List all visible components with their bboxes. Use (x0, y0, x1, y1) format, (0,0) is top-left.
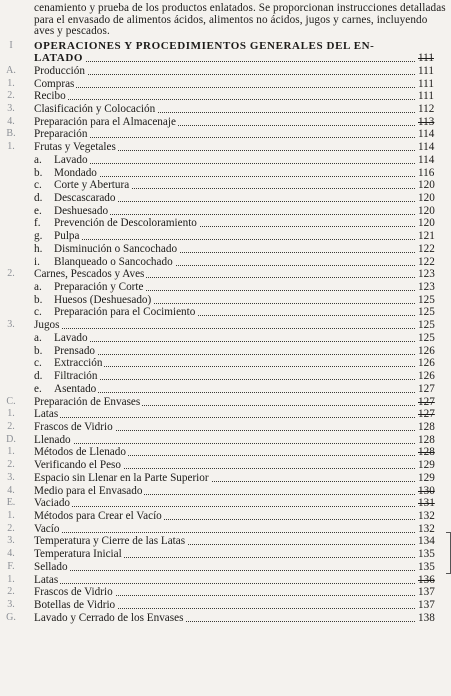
entry-label: Producción (34, 64, 85, 77)
subentry-label: g. Pulpa (34, 230, 80, 243)
page-number: 127 (418, 383, 446, 395)
toc-entry (0, 396, 451, 408)
toc-heading-line2 (0, 52, 451, 64)
entry-marker: 3. (7, 599, 15, 611)
toc-entry (0, 408, 451, 420)
toc-entry (0, 446, 451, 458)
entry-label: Verificando el Peso (34, 459, 121, 472)
page-number: 137 (418, 586, 446, 598)
entry-marker: 2. (7, 420, 15, 432)
entry-label: Métodos de Llenado (34, 446, 126, 459)
page-number: 122 (418, 243, 446, 255)
entry-label: Frutas y Vegetales (34, 141, 116, 154)
entry-marker: D. (6, 433, 16, 445)
subentry-label: c. Extracción (34, 357, 103, 370)
page-number: 120 (418, 192, 446, 204)
entry-label: Lavado y Cerrado de los Envases (34, 611, 184, 624)
entry-label: Carnes, Pescados y Aves (34, 268, 145, 281)
entry-label: Medio para el Envasado (34, 484, 143, 497)
toc-entry (0, 434, 451, 446)
toc-entry (0, 294, 451, 306)
entry-marker: F. (7, 560, 15, 572)
toc-entry (0, 192, 451, 204)
subentry-label: b. Huesos (Deshuesado) (34, 293, 152, 306)
entry-marker: 2. (7, 268, 15, 280)
toc-entry (0, 485, 451, 497)
toc-entry (0, 154, 451, 166)
toc-entry (0, 217, 451, 229)
entry-marker: 3. (7, 535, 15, 547)
entry-marker: A. (6, 64, 16, 76)
entry-marker: 2. (7, 90, 15, 102)
toc-entry (0, 78, 451, 90)
toc-entry (0, 535, 451, 547)
section-heading: OPERACIONES Y PROCEDIMIENTOS GENERALES DEL EN- (34, 40, 375, 52)
entry-marker: 1. (7, 446, 15, 458)
page-number: 114 (418, 128, 446, 140)
page-number: 121 (418, 230, 446, 242)
toc-entry (0, 243, 451, 255)
subentry-label: e. Deshuesado (34, 204, 109, 217)
entry-label: Métodos para Crear el Vacío (34, 510, 162, 522)
page-number: 129 (418, 472, 446, 484)
page-number: 116 (418, 167, 446, 179)
entry-label: Espacio sin Llenar en la Parte Superior (34, 471, 209, 484)
entry-marker: 4. (7, 115, 15, 127)
entry-marker: 3. (7, 471, 15, 483)
entry-marker: 2. (7, 459, 15, 471)
entry-marker: E. (6, 497, 16, 509)
dot-leader (54, 332, 415, 342)
intro-paragraph: cenamiento y prueba de los productos enlatados. Se proporcionan instrucciones detalladas para el envasado de alimentos ácidos, alimentos no ácidos, jugos y carnes, incluyendo aves y pescados. (34, 2, 446, 38)
toc-entry (0, 281, 451, 293)
toc-entry (0, 497, 451, 509)
page-number: 135 (418, 548, 446, 560)
subentry-label: c. Preparación para el Cocimiento (34, 306, 196, 319)
page-number: 120 (418, 217, 446, 229)
page-number: 134 (418, 535, 446, 547)
page-number: 125 (418, 319, 446, 331)
toc-entry (0, 90, 451, 102)
toc-entry (0, 421, 451, 433)
page-number: 135 (418, 561, 446, 573)
entry-label: Jugos (34, 319, 60, 332)
toc-entry (0, 205, 451, 217)
entry-label: Frascos de Vidrio (34, 420, 113, 433)
toc-entry (0, 586, 451, 598)
page-number: 131 (418, 497, 446, 509)
toc-entry (0, 306, 451, 318)
entry-label: Clasificación y Colocación (34, 102, 156, 115)
page-number: 130 (418, 485, 446, 497)
subentry-label: b. Mondado (34, 166, 97, 179)
entry-marker: 1. (7, 141, 15, 153)
entry-marker: 2. (7, 586, 15, 598)
dot-leader (54, 370, 415, 380)
page-number: 125 (418, 332, 446, 344)
subentry-label: c. Corte y Abertura (34, 179, 130, 192)
dot-leader (54, 561, 415, 571)
dot-leader (54, 345, 415, 355)
entry-label: Llenado (34, 433, 71, 446)
dot-leader (54, 65, 415, 75)
entry-marker: 4. (7, 484, 15, 496)
page-number: 126 (418, 345, 446, 357)
entry-label: Temperatura Inicial (34, 548, 122, 561)
dot-leader (54, 357, 415, 367)
dot-leader (54, 497, 415, 507)
toc-entry (0, 357, 451, 369)
subentry-label: e. Asentado (34, 382, 97, 395)
section-heading-cont: LATADO (34, 52, 84, 65)
subentry-label: b. Prensado (34, 344, 96, 357)
page-number: 132 (418, 510, 446, 522)
page-number: 126 (418, 357, 446, 369)
subentry-label: d. Filtración (34, 370, 98, 383)
page-number: 111 (418, 65, 446, 77)
page-number: 120 (418, 205, 446, 217)
subentry-label: h. Disminución o Sancochado (34, 242, 178, 255)
page-number: 123 (418, 281, 446, 293)
page-number: 132 (418, 523, 446, 535)
page-number: 138 (418, 612, 446, 624)
entry-marker: 3. (7, 319, 15, 331)
page-number: 123 (418, 268, 446, 280)
dot-leader (54, 90, 415, 100)
dot-leader (54, 78, 415, 88)
dot-leader (54, 434, 415, 444)
page-number: 128 (418, 446, 446, 458)
page-number: 125 (418, 306, 446, 318)
subentry-label: a. Preparación y Corte (34, 281, 144, 294)
page-number: 112 (418, 103, 446, 115)
dot-leader (54, 154, 415, 164)
entry-marker: B. (6, 128, 16, 140)
entry-label: Latas (34, 573, 59, 586)
dot-leader (54, 574, 415, 584)
dot-leader (54, 230, 415, 240)
entry-marker: 1. (7, 77, 15, 89)
toc-entry (0, 179, 451, 191)
page-number: 122 (418, 256, 446, 268)
dot-leader (54, 408, 415, 418)
subentry-label: a. Lavado (34, 331, 88, 344)
toc-entry (0, 256, 451, 268)
toc-entry (0, 128, 451, 140)
entry-label: Preparación de Envases (34, 395, 141, 408)
toc-entry (0, 383, 451, 395)
entry-marker: 2. (7, 522, 15, 534)
entry-marker: G. (6, 611, 16, 623)
entry-marker: C. (6, 395, 16, 407)
subentry-label: f. Prevención de Descoloramiento (34, 217, 197, 230)
page-number: 137 (418, 599, 446, 611)
page-number: 111 (418, 52, 446, 64)
toc-entry (0, 574, 451, 586)
toc-entry (0, 599, 451, 611)
entry-marker: 1. (7, 510, 15, 521)
entry-label: Temperatura y Cierre de las Latas (34, 535, 186, 548)
page-number: 120 (418, 179, 446, 191)
entry-label: Botellas de Vidrio (34, 599, 116, 612)
dot-leader (54, 383, 415, 393)
toc-entry (0, 230, 451, 242)
dot-leader (54, 167, 415, 177)
toc-entry (0, 510, 451, 522)
section-marker: I (9, 40, 13, 51)
toc-entry (0, 612, 451, 624)
page-number: 111 (418, 78, 446, 90)
entry-label: Preparación para el Almacenaje (34, 115, 176, 128)
entry-label: Compras (34, 77, 75, 90)
toc-entry (0, 523, 451, 535)
toc-entry (0, 141, 451, 153)
toc-entry (0, 345, 451, 357)
toc-entry (0, 332, 451, 344)
toc-entry (0, 472, 451, 484)
toc-entry (0, 65, 451, 77)
page-number: 127 (418, 396, 446, 408)
page-number: 128 (418, 421, 446, 433)
page-number: 128 (418, 434, 446, 446)
toc-entry (0, 116, 451, 128)
dot-leader (54, 319, 415, 329)
entry-marker: 3. (7, 102, 15, 114)
page-number: 127 (418, 408, 446, 420)
page-number: 126 (418, 370, 446, 382)
toc-entry (0, 167, 451, 179)
dot-leader (54, 128, 415, 138)
page-number: 113 (418, 116, 446, 128)
entry-label: Vaciado (34, 497, 71, 510)
page-number: 129 (418, 459, 446, 471)
entry-label: Preparación (34, 128, 88, 141)
subentry-label: a. Lavado (34, 153, 88, 166)
toc-entry (0, 459, 451, 471)
dot-leader (80, 52, 415, 62)
toc-heading-line1 (0, 40, 451, 52)
entry-label: Recibo (34, 90, 66, 103)
subentry-label: i. Blanqueado o Sancochado (34, 255, 173, 268)
toc-entry (0, 561, 451, 573)
toc-entry (0, 548, 451, 560)
toc-entry (0, 319, 451, 331)
toc-entry (0, 370, 451, 382)
margin-bracket-mark (446, 532, 451, 574)
toc-entry (0, 268, 451, 280)
entry-label: Latas (34, 408, 59, 421)
page-number: 111 (418, 90, 446, 102)
page-number: 114 (418, 141, 446, 153)
entry-marker: 1. (7, 573, 15, 585)
entry-marker: 4. (7, 548, 15, 560)
toc-entry (0, 103, 451, 115)
page-number: 136 (418, 574, 446, 586)
entry-marker: 1. (7, 408, 15, 420)
page-number: 114 (418, 154, 446, 166)
entry-label: Frascos de Vidrio (34, 586, 113, 599)
entry-label: Sellado (34, 560, 68, 573)
entry-label: Vacío (34, 522, 60, 535)
page-number: 125 (418, 294, 446, 306)
dot-leader (54, 523, 415, 533)
subentry-label: d. Descascarado (34, 192, 116, 204)
